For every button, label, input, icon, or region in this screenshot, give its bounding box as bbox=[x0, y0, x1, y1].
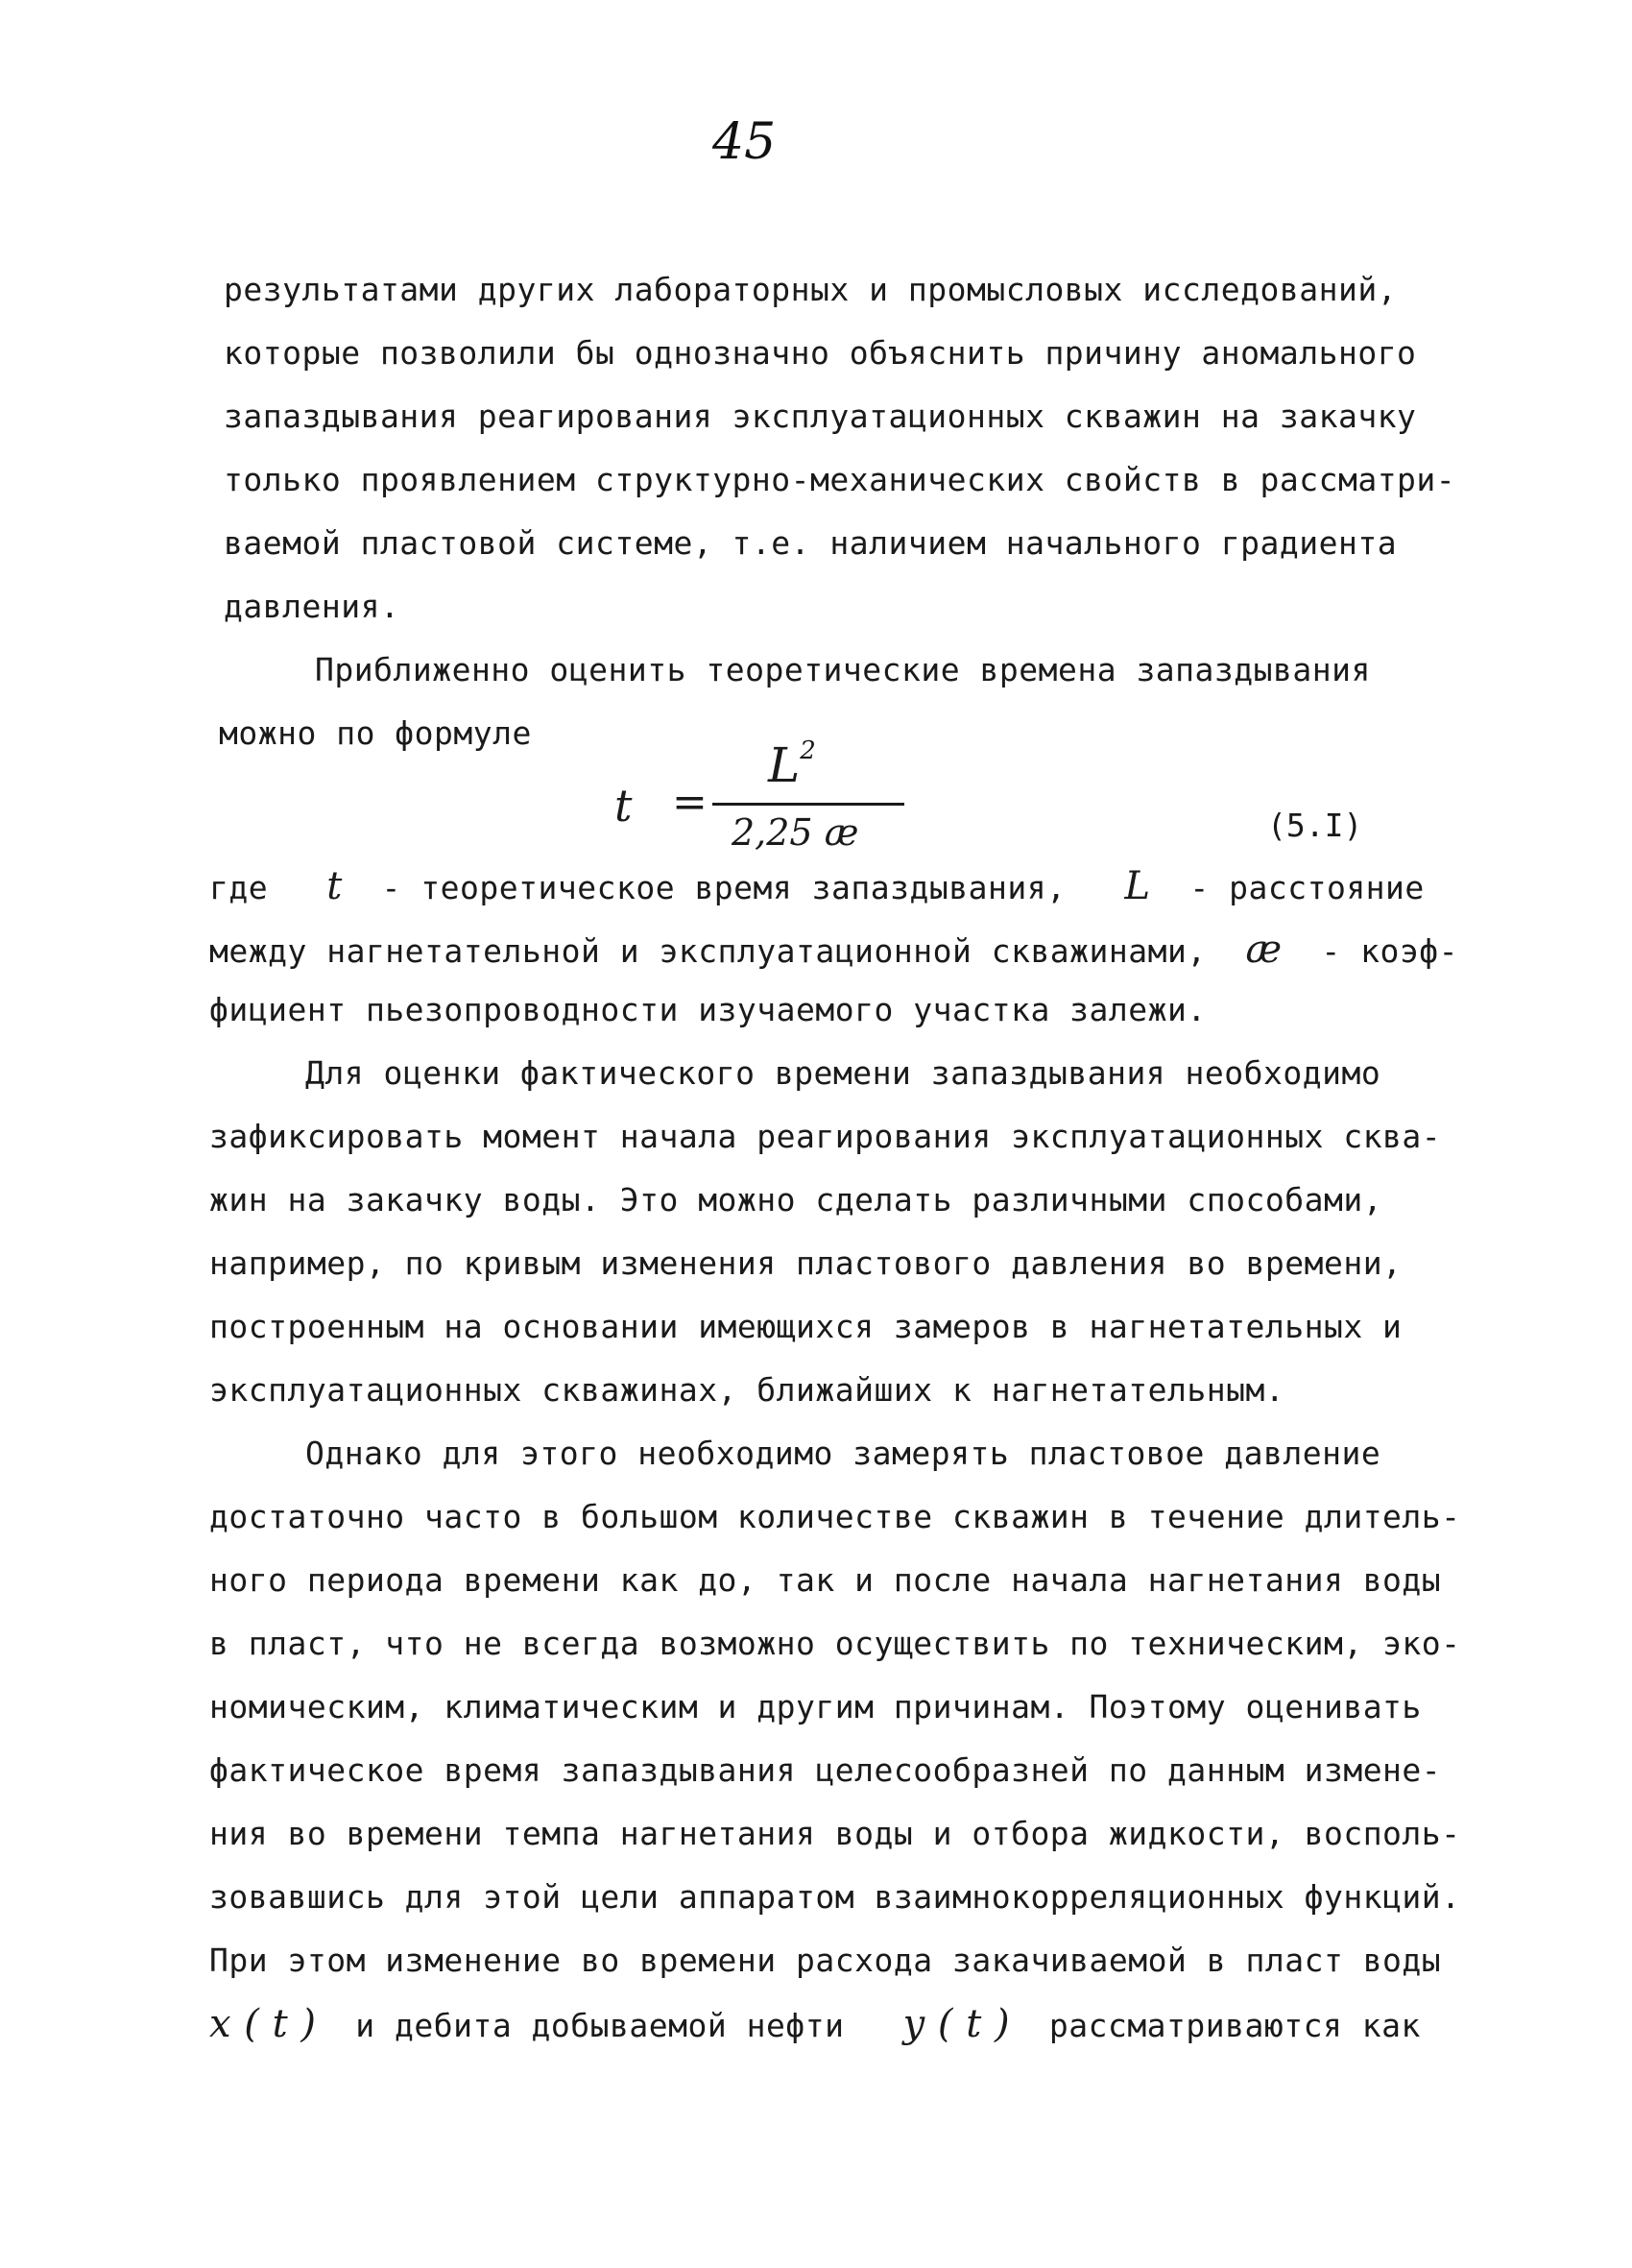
formula-lhs: t bbox=[614, 780, 633, 832]
text-line: ния во времени темпа нагнетания воды и отбора жидкости, восполь- bbox=[209, 1815, 1461, 1852]
text-line: зовавшись для этой цели аппаратом взаимнокорреляционных функций. bbox=[209, 1878, 1461, 1916]
text-line: например, по кривым изменения пластового давления во времени, bbox=[209, 1244, 1403, 1282]
formula-equals: = bbox=[672, 778, 708, 827]
where-word: где bbox=[209, 869, 269, 906]
formula-denominator: 2,25 æ bbox=[732, 811, 859, 854]
text-line: результатами других лабораторных и промысловых исследований, bbox=[224, 271, 1398, 308]
text-line: давления. bbox=[224, 588, 400, 625]
fraction-bar bbox=[712, 803, 904, 806]
text-line: фактическое время запаздывания целесообразней по данным измене- bbox=[209, 1751, 1442, 1789]
symbol-L: L bbox=[1124, 864, 1151, 908]
text-line: зафиксировать момент начала реагирования эксплуатационных сква- bbox=[209, 1118, 1442, 1155]
L-definition-cont: между нагнетательной и эксплуатационной скважинами, bbox=[209, 932, 1207, 970]
text-line: в пласт, что не всегда возможно осуществить по техническим, эко- bbox=[209, 1625, 1461, 1662]
symbol-x-of-t: x ( t ) bbox=[209, 2002, 317, 2046]
t-definition: теоретическое время запаздывания, bbox=[420, 869, 1067, 906]
text-line: достаточно часто в большом количестве скважин в течение длитель- bbox=[209, 1498, 1461, 1535]
ae-definition: коэф- bbox=[1360, 932, 1458, 970]
text-line: эксплуатационных скважинах, ближайших к нагнетательным. bbox=[209, 1371, 1285, 1409]
symbol-y-of-t: y ( t ) bbox=[902, 2002, 1011, 2046]
text-line: только проявлением структурно-механических свойств в рассматри- bbox=[224, 461, 1456, 498]
where-line: между нагнетательной и эксплуатационной скважинами, æ - коэф- bbox=[209, 928, 1458, 972]
formula-numerator: $L^2$ bbox=[768, 736, 816, 793]
text-line: которые позволили бы однозначно объяснить причину аномального bbox=[224, 334, 1417, 372]
text-line: жин на закачку воды. Это можно сделать различными способами, bbox=[209, 1181, 1383, 1218]
text-line: ного периода времени как до, так и после начала нагнетания воды bbox=[209, 1561, 1442, 1599]
text-line: Приближенно оценить теоретические времена запаздывания bbox=[315, 651, 1371, 688]
text-line: ваемой пластовой системе, т.е. наличием начального градиента bbox=[224, 524, 1398, 562]
text-line: запаздывания реагирования эксплуатационных скважин на закачку bbox=[224, 398, 1417, 435]
text-line: Однако для этого необходимо замерять пластовое давление bbox=[305, 1435, 1381, 1472]
text-line: построенным на основании имеющихся замеров в нагнетательных и bbox=[209, 1308, 1403, 1345]
symbol-ae: æ bbox=[1245, 928, 1283, 972]
text-line: При этом изменение во времени расхода закачиваемой в пласт воды bbox=[209, 1942, 1442, 1979]
symbol-t: t bbox=[326, 864, 343, 908]
text-line: фициент пьезопроводности изучаемого участка залежи. bbox=[209, 991, 1207, 1028]
text-line: можно по формуле bbox=[219, 714, 532, 752]
text-line-symbols: x ( t ) и дебита добываемой нефти y ( t ) рассматриваются как bbox=[209, 2002, 1421, 2046]
text-line: номическим, климатическим и другим причинам. Поэтому оценивать bbox=[209, 1688, 1422, 1725]
page-number: 45 bbox=[712, 113, 777, 171]
L-definition: расстояние bbox=[1229, 869, 1425, 906]
equation-number: (5.I) bbox=[1267, 807, 1363, 844]
where-line: где t - теоретическое время запаздывания, L - расстояние bbox=[209, 864, 1425, 908]
text-line: Для оценки фактического времени запаздывания необходимо bbox=[305, 1054, 1381, 1092]
